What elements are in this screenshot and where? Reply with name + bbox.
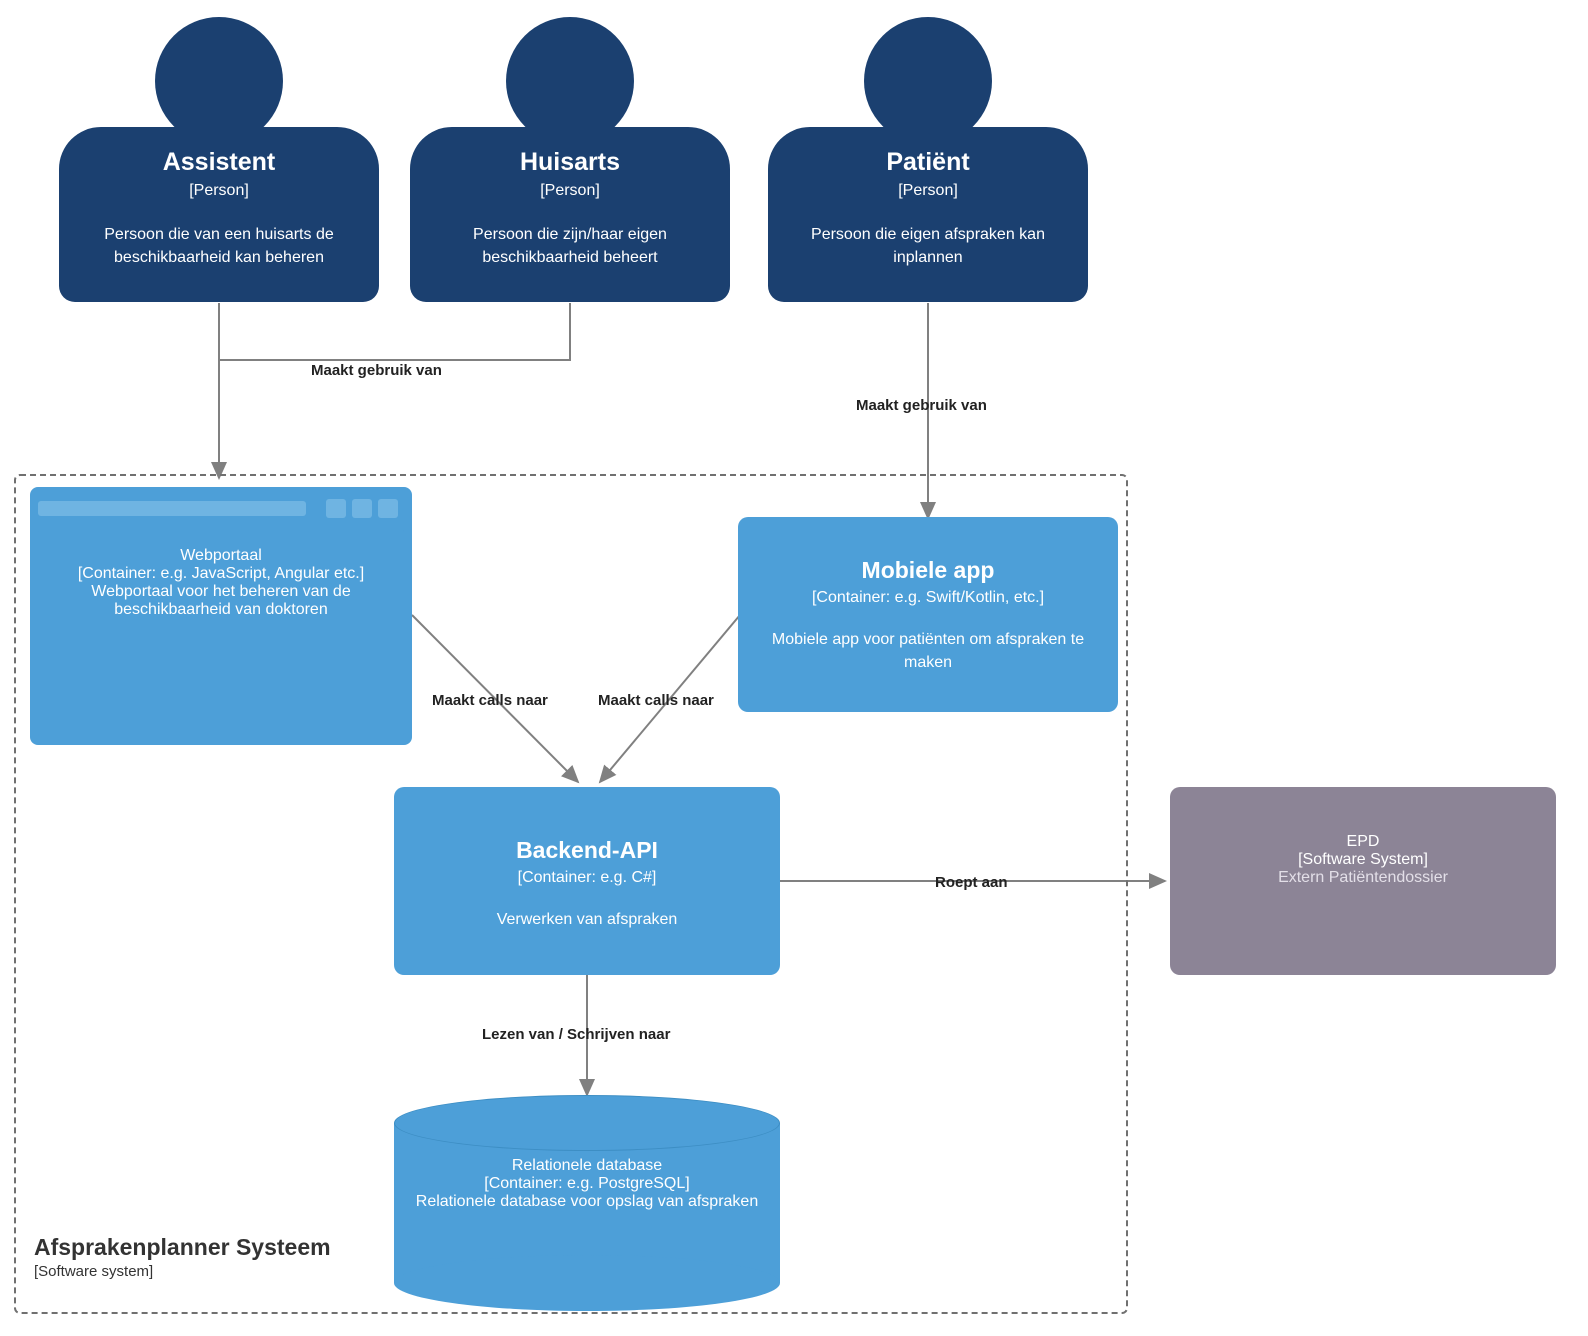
person-name: Patiënt <box>886 148 970 176</box>
container-description: Verwerken van afspraken <box>496 911 678 928</box>
container-tech: [Container: e.g. PostgreSQL] <box>484 1175 690 1192</box>
boundary-type: [Software system] <box>34 1263 154 1280</box>
container-name: Mobiele app <box>861 557 995 583</box>
container-description: Webportaal voor het beheren van de beschikbaarheid van doktoren <box>91 583 351 618</box>
person-type: [Person] <box>540 182 600 199</box>
container-tech: [Container: e.g. Swift/Kotlin, etc.] <box>811 589 1045 606</box>
container-description: Mobiele app voor patiënten om afspraken te maken <box>771 631 1085 671</box>
person-name: Assistent <box>162 148 276 176</box>
container-description: Relationele database voor opslag van afspraken <box>415 1193 759 1210</box>
person-head-icon <box>155 17 283 145</box>
browser-address-bar <box>38 501 306 516</box>
edge-label-maakt-calls-naar-2: Maakt calls naar <box>598 692 714 709</box>
container-tech: [Container: e.g. C#] <box>517 869 657 886</box>
person-body <box>410 127 730 302</box>
container-tech: [Container: e.g. JavaScript, Angular etc.] <box>77 565 365 582</box>
browser-chrome <box>38 499 404 517</box>
container-mobiele-app[interactable] <box>738 517 1118 712</box>
external-system-description: Extern Patiëntendossier <box>1278 869 1448 886</box>
person-type: [Person] <box>898 182 958 199</box>
container-webportaal[interactable] <box>30 487 412 745</box>
edge-label-maakt-gebruik-van-1: Maakt gebruik van <box>311 362 442 379</box>
person-head-icon <box>506 17 634 145</box>
edge-label-lezen-schrijven: Lezen van / Schrijven naar <box>482 1026 671 1043</box>
person-description: Persoon die eigen afspraken kan inplannen <box>811 226 1045 266</box>
external-system-name: EPD <box>1346 833 1380 850</box>
person-head-icon <box>864 17 992 145</box>
person-body <box>59 127 379 302</box>
container-backend-api[interactable] <box>394 787 780 975</box>
edge-label-roept-aan: Roept aan <box>935 874 1008 891</box>
person-name: Huisarts <box>519 148 621 176</box>
browser-button-icon <box>378 499 398 518</box>
edge-label-maakt-calls-naar-1: Maakt calls naar <box>432 692 548 709</box>
database-text <box>394 1157 780 1211</box>
container-name: Relationele database <box>511 1157 663 1174</box>
container-name: Backend-API <box>516 837 658 863</box>
database-cylinder-top <box>394 1095 780 1151</box>
system-boundary-label <box>34 1233 331 1282</box>
external-system-type: [Software System] <box>1298 851 1428 868</box>
person-body <box>768 127 1088 302</box>
person-description: Persoon die zijn/haar eigen beschikbaarheid beheert <box>473 226 667 266</box>
external-system-epd[interactable] <box>1170 787 1556 975</box>
database-cylinder-bottom <box>394 1255 780 1311</box>
container-name: Webportaal <box>180 547 262 564</box>
container-relationele-database[interactable] <box>394 1095 780 1311</box>
container-body <box>38 529 404 737</box>
browser-button-icon <box>326 499 346 518</box>
edge-label-maakt-gebruik-van-2: Maakt gebruik van <box>856 397 987 414</box>
person-type: [Person] <box>189 182 249 199</box>
boundary-name: Afsprakenplanner Systeem <box>34 1234 331 1260</box>
person-description: Persoon die van een huisarts de beschikbaarheid kan beheren <box>104 226 334 266</box>
browser-button-icon <box>352 499 372 518</box>
